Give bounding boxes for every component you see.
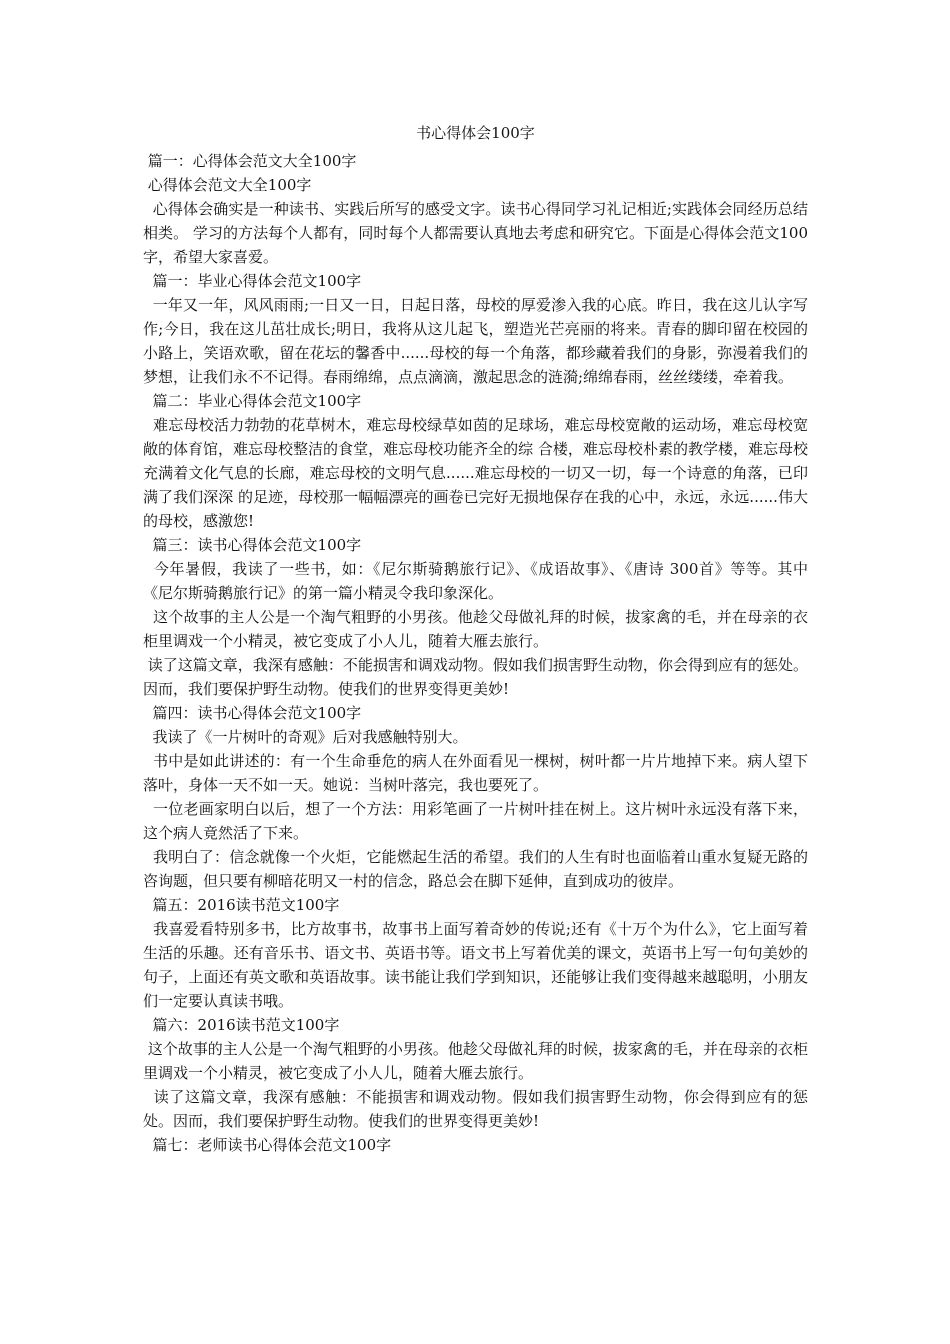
section-heading: 篇五：2016读书范文100字 (143, 896, 340, 914)
paragraph: 读了这篇文章，我深有感触：不能损害和调戏动物。假如我们损害野生动物，你会得到应有的惩处。因而，我们要保护野生动物。使我们的世界变得更美妙! (143, 656, 808, 698)
paragraph: 一年又一年，风风雨雨;一日又一日，日起日落，母校的厚爱渗入我的心底。昨日，我在这儿认字写作;今日，我在这儿茁壮成长;明日，我将从这儿起飞，塑造光芒亮丽的将来。青春的脚印留在校园的小路上，笑语欢歌，留在花坛的馨香中......母校的每一个角落，都珍藏着我们的身影，弥漫着我们的梦想，让我们永不不记得。春雨绵绵，点点滴滴，激起思念的涟漪;绵绵春雨，丝丝缕缕，牵着我。 (143, 296, 808, 386)
section-heading: 篇七：老师读书心得体会范文100字 (143, 1136, 392, 1154)
paragraph: 我喜爱看特别多书，比方故事书，故事书上面写着奇妙的传说;还有《十万个为什么》，它上面写着生活的乐趣。还有音乐书、语文书、英语书等。语文书上写着优美的课文，英语书上写一句句美妙的句子，上面还有英文歌和英语故事。读书能让我们学到知识，还能够让我们变得越来越聪明，小朋友们一定要认真读书哦。 (143, 920, 808, 1010)
paragraph: 我读了《一片树叶的奇观》后对我感触特别大。 (143, 728, 468, 746)
paragraph: 书中是如此讲述的：有一个生命垂危的病人在外面看见一棵树，树叶都一片片地掉下来。病人望下落叶，身体一天不如一天。她说：当树叶落完，我也要死了。 (143, 752, 808, 794)
document-title: 书心得体会100字 (416, 124, 535, 142)
paragraph: 难忘母校活力勃勃的花草树木，难忘母校绿草如茵的足球场，难忘母校宽敞的运动场，难忘母校宽敞的体育馆，难忘母校整洁的食堂，难忘母校功能齐全的综 合楼，难忘母校朴素的教学楼，难忘母校充满着文化气息的长廊，难忘母校的文明气息......难忘母校的一切又一切，每一个诗意的角落，已印满了我们深深 的足迹，母校那一幅幅漂亮的画卷已完好无损地保存在我的心中，永远，永远......伟大的母校，感激您! (143, 416, 808, 530)
paragraph: 心得体会确实是一种读书、实践后所写的感受文字。读书心得同学习礼记相近;实践体会同经历总结相类。 学习的方法每个人都有，同时每个人都需要认真地去考虑和研究它。下面是心得体会范文100字，希望大家喜爱。 (143, 200, 808, 266)
paragraph: 这个故事的主人公是一个淘气粗野的小男孩。他趁父母做礼拜的时候，拔家禽的毛，并在母亲的衣柜里调戏一个小精灵，被它变成了小人儿，随着大雁去旅行。 (143, 1040, 808, 1082)
section-heading: 篇三：读书心得体会范文100字 (143, 536, 362, 554)
paragraph: 我明白了：信念就像一个火炬，它能燃起生活的希望。我们的人生有时也面临着山重水复疑无路的咨询题，但只要有柳暗花明又一村的信念，路总会在脚下延伸，直到成功的彼岸。 (143, 848, 808, 890)
paragraph: 一位老画家明白以后，想了一个方法：用彩笔画了一片树叶挂在树上。这片树叶永远没有落下来，这个病人竟然活了下来。 (143, 800, 808, 842)
section-heading: 篇二：毕业心得体会范文100字 (143, 392, 362, 410)
section-heading: 篇一：心得体会范文大全100字 (143, 152, 357, 170)
section-heading: 篇一：毕业心得体会范文100字 (143, 272, 362, 290)
paragraph: 今年暑假，我读了一些书，如：《尼尔斯骑鹅旅行记》、《成语故事》、《唐诗 300首》等等。其中《尼尔斯骑鹅旅行记》的第一篇小精灵令我印象深化。 (143, 560, 808, 602)
paragraph: 读了这篇文章，我深有感触：不能损害和调戏动物。假如我们损害野生动物，你会得到应有的惩处。因而，我们要保护野生动物。使我们的世界变得更美妙! (143, 1088, 808, 1130)
paragraph: 这个故事的主人公是一个淘气粗野的小男孩。他趁父母做礼拜的时候，拔家禽的毛，并在母亲的衣柜里调戏一个小精灵，被它变成了小人儿，随着大雁去旅行。 (143, 608, 808, 650)
section-heading: 篇四：读书心得体会范文100字 (143, 704, 362, 722)
document-body (143, 149, 808, 1157)
section-heading: 篇六：2016读书范文100字 (143, 1016, 340, 1034)
section-heading: 心得体会范文大全100字 (143, 176, 312, 194)
